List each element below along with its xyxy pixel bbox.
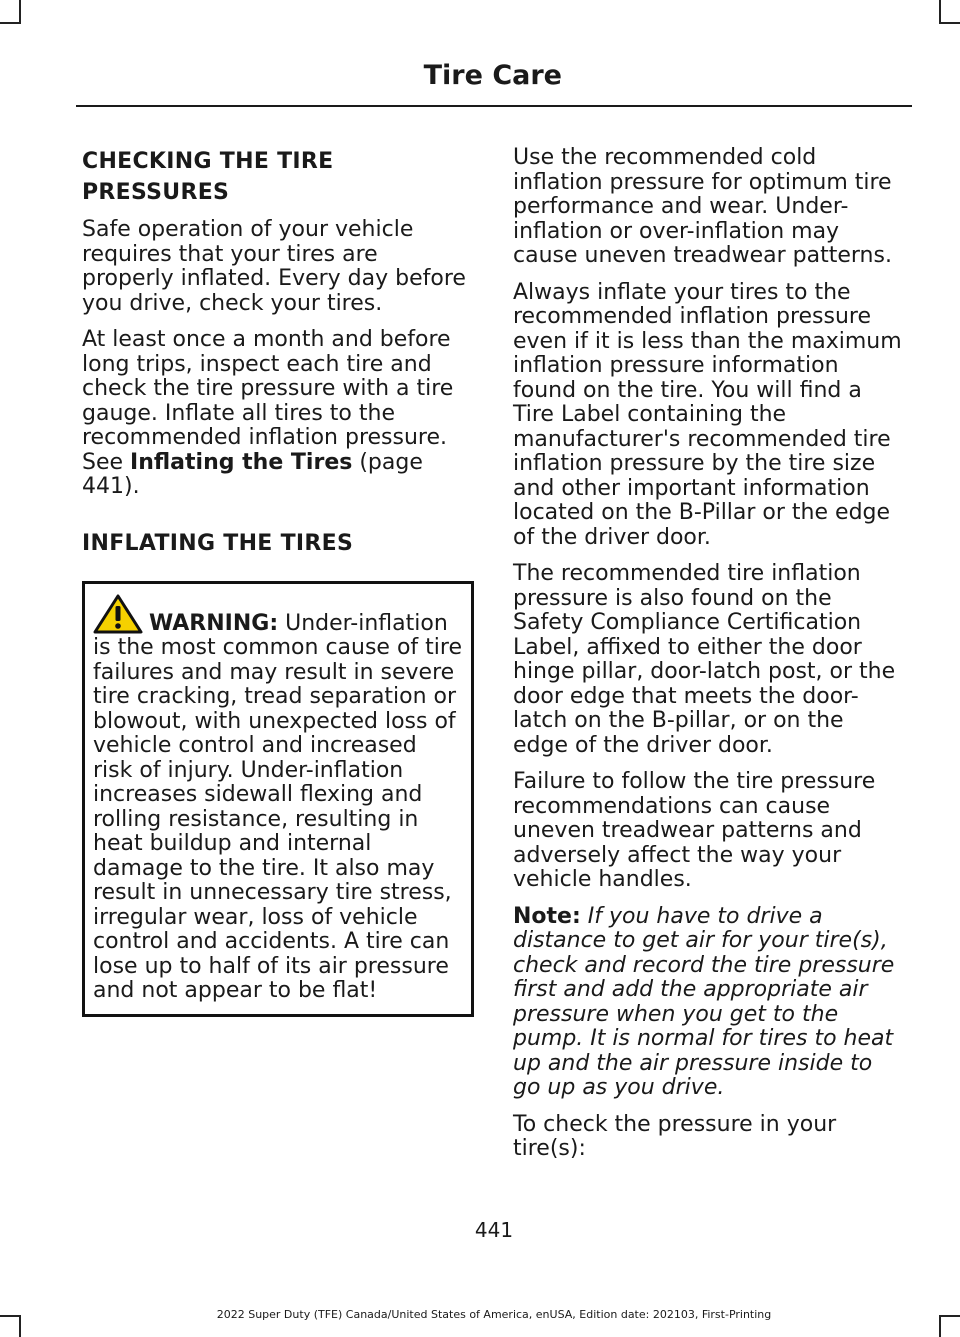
warning-box bbox=[82, 581, 474, 1017]
header-divider bbox=[76, 105, 912, 107]
paragraph: The recommended tire inflation pressure is also found on the Safety Compliance Certification Label, affixed to either the door hinge pillar, door-latch post, or the door edge that meets the door-latch on the B-pillar, or on the edge of the driver door. bbox=[513, 561, 896, 758]
left-column bbox=[82, 146, 474, 1017]
paragraph: Use the recommended cold inflation pressure for optimum tire performance and wear. Under-inflation or over-inflation may cause uneven treadwear patterns. bbox=[513, 145, 892, 268]
paragraph: To check the pressure in your tire(s): bbox=[513, 1111, 837, 1161]
heading-inflating-tires: INFLATING THE TIRES bbox=[82, 530, 354, 556]
warning-text: Under-inflation is the most common cause of tire failures and may result in severe tire cracking, tread separation or blowout, with unexpected loss of vehicle control and increased risk of injury. Under-inflation increases sidewall flexing and rolling resistance, resulting in heat buildup and internal damage to the tire. It also may result in unnecessary tire stress, irregular wear, loss of vehicle control and accidents. A tire can lose up to half of its air pressure and not appear to be flat! bbox=[93, 610, 462, 1003]
paragraph: Safe operation of your vehicle requires that your tires are properly inflated. Every day before you drive, check your tires. bbox=[82, 217, 466, 316]
warning-label: WARNING: bbox=[149, 610, 279, 636]
paragraph: Failure to follow the tire pressure recommendations can cause uneven treadwear patterns and adversely affect the way your vehicle handles. bbox=[513, 769, 876, 892]
warning-triangle-icon bbox=[93, 594, 143, 634]
crop-mark-top-left bbox=[0, 22, 20, 24]
crop-mark-top-right-v bbox=[939, 0, 941, 24]
paragraph-tail: (page 441). bbox=[82, 449, 423, 499]
footer-edition-info: 2022 Super Duty (TFE) Canada/United States of America, enUSA, Edition date: 202103, First-Printing bbox=[216, 1308, 772, 1321]
note-label: Note: bbox=[513, 903, 581, 929]
paragraph: Always inflate your tires to the recommended inflation pressure even if it is less than the maximum inflation pressure information found on the tire. You will find a Tire Label containing the manufacturer's recommended tire inflation pressure by the tire size and other important information located on the B-Pillar or the edge of the driver door. bbox=[513, 279, 902, 550]
crop-mark-top-right bbox=[940, 22, 960, 24]
note bbox=[513, 905, 905, 1101]
page-number: 441 bbox=[474, 1218, 514, 1242]
cross-reference-link[interactable]: Inflating the Tires bbox=[130, 449, 353, 475]
note-text: If you have to drive a distance to get air for your tire(s), check and record the tire pressure first and add the appropriate air pressure when you get to the pump. It is normal for tires to heat up and the air pressure inside to go up as you drive. bbox=[513, 903, 895, 1100]
paragraph-text: At least once a month and before long trips, inspect each tire and check the tire pressure with a tire gauge. Inflate all tires to the recommended inflation pressure. See bbox=[82, 327, 454, 475]
heading-checking-tire-pressures: CHECKING THE TIRE PRESSURES bbox=[82, 149, 334, 205]
crop-mark-top-left-v bbox=[19, 0, 21, 24]
right-column bbox=[513, 146, 905, 1174]
paragraph-with-reference bbox=[82, 328, 474, 500]
section-title: Tire Care bbox=[423, 60, 562, 91]
